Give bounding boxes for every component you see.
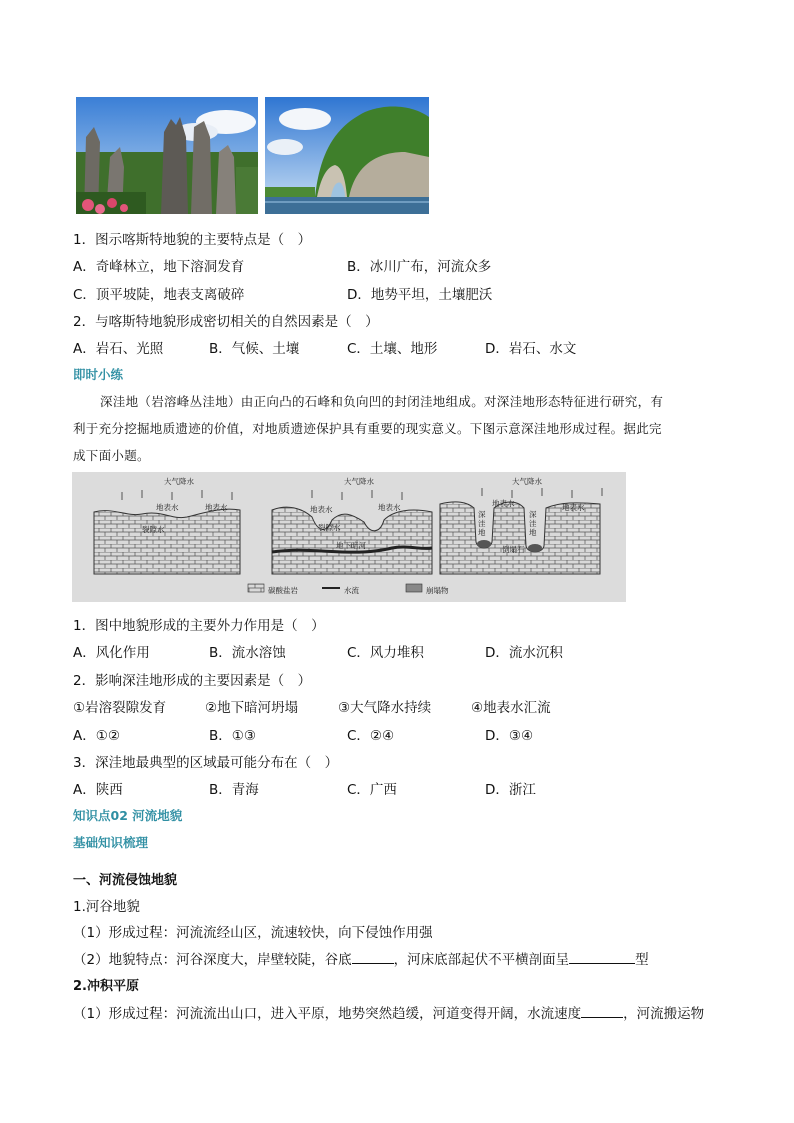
precipitation-label-3: 大气降水: [512, 477, 542, 486]
precipitation-label-1: 大气降水: [164, 477, 194, 486]
valley-line-1: （1）形成过程：河流流经山区，流速较快，向下侵蚀作用强: [73, 925, 433, 941]
depression-formation-diagram: [72, 472, 626, 602]
option-a: A．岩石、光照: [73, 341, 164, 357]
factor-2: ②地下暗河坍塌: [205, 700, 299, 716]
factor-1: ①岩溶裂隙发育: [73, 700, 167, 716]
question-1: 1．图示喀斯特地貌的主要特点是（ ）: [73, 232, 312, 248]
option-d: D．浙江: [485, 782, 536, 798]
plain-line-1: [73, 1002, 704, 1022]
surface-water-label-3: 地表水: [492, 499, 515, 508]
option-c: C．顶平坡陡，地表支离破碎: [73, 287, 245, 303]
option-d: D．岩石、水文: [485, 341, 577, 357]
knowledge-point-heading: 知识点02 河流地貌: [73, 808, 183, 823]
surface-water-label-1b: 地表水: [205, 503, 228, 512]
fill-blank-3[interactable]: [581, 1005, 623, 1018]
option-a: A．①②: [73, 728, 120, 744]
fissure-water-label-1: 裂隙水: [142, 525, 165, 534]
valley-line-2-part-c: 型: [635, 952, 649, 968]
option-d: D．地势平坦，土壤肥沃: [347, 287, 493, 303]
option-b: B．冰川广布，河流众多: [347, 259, 492, 275]
passage-line-1: 深洼地（岩溶峰丛洼地）由正向凸的石峰和负向凹的封闭洼地组成。对深洼地形态特征进行研究，有: [100, 394, 664, 409]
option-c: C．广西: [347, 782, 397, 798]
section-heading-river-erosion: 一、河流侵蚀地貌: [73, 873, 178, 888]
option-d: D．流水沉积: [485, 645, 563, 661]
option-c: C．②④: [347, 728, 395, 744]
stone-forest-photo: [76, 97, 258, 214]
underground-river-label: 地下暗河: [336, 541, 366, 550]
collapse-label: 倒塌石: [502, 545, 525, 554]
option-a: A．风化作用: [73, 645, 150, 661]
plain-line-1-part-b: ，河流搬运物: [623, 1006, 705, 1022]
question-1: 1．图中地貌形成的主要外力作用是（ ）: [73, 618, 325, 634]
practice-heading: 即时小练: [73, 367, 124, 382]
question-3: 3．深洼地最典型的区域最可能分布在（ ）: [73, 755, 339, 771]
passage-line-2: 利于充分挖掘地质遗迹的价值，对地质遗迹保护具有重要的现实意义。下图示意深洼地形成过程。据此完: [73, 421, 662, 436]
option-c: C．土壤、地形: [347, 341, 438, 357]
option-a: A．陕西: [73, 782, 123, 798]
legend-collapse: 崩塌物: [426, 586, 449, 595]
valley-line-2-part-b: ，河床底部起伏不平横剖面呈: [393, 952, 570, 968]
precipitation-label-2: 大气降水: [344, 477, 374, 486]
subsection-alluvial-plain: 2.冲积平原: [73, 979, 139, 994]
option-b: B．青海: [209, 782, 259, 798]
passage-line-3: 成下面小题。: [73, 448, 150, 463]
fill-blank-2[interactable]: [569, 951, 635, 964]
factor-3: ③大气降水持续: [338, 700, 432, 716]
fissure-water-label-2: 裂隙水: [318, 523, 341, 532]
question-2: 2．影响深洼地形成的主要因素是（ ）: [73, 673, 312, 689]
legend-carbonate: 碳酸盐岩: [268, 586, 298, 595]
surface-water-label-3b: 地表水: [562, 503, 585, 512]
subsection-valley: 1.河谷地貌: [73, 899, 140, 915]
depression-label-2: 深洼地: [529, 510, 537, 537]
surface-water-label-2b: 地表水: [378, 503, 401, 512]
valley-line-2: [73, 948, 649, 968]
fill-blank-1[interactable]: [352, 951, 394, 964]
option-b: B．①③: [209, 728, 256, 744]
option-d: D．③④: [485, 728, 534, 744]
question-2: 2．与喀斯特地貌形成密切相关的自然因素是（ ）: [73, 314, 379, 330]
factor-4: ④地表水汇流: [471, 700, 551, 716]
option-b: B．气候、土壤: [209, 341, 300, 357]
option-b: B．流水溶蚀: [209, 645, 286, 661]
basic-knowledge-heading: 基础知识梳理: [73, 835, 149, 850]
option-c: C．风力堆积: [347, 645, 424, 661]
valley-line-2-part-a: （2）地貌特点：河谷深度大，岸壁较陡，谷底: [73, 952, 352, 968]
surface-water-label-2: 地表水: [310, 505, 333, 514]
depression-label-1: 深洼地: [478, 510, 486, 537]
plain-line-1-part-a: （1）形成过程：河流流出山口，进入平原，地势突然趋缓，河道变得开阔，水流速度: [73, 1006, 582, 1022]
surface-water-label-1: 地表水: [156, 503, 179, 512]
legend-water-flow: 水流: [344, 586, 359, 595]
option-a: A．奇峰林立，地下溶洞发育: [73, 259, 245, 275]
elephant-trunk-hill-photo: [265, 97, 429, 214]
